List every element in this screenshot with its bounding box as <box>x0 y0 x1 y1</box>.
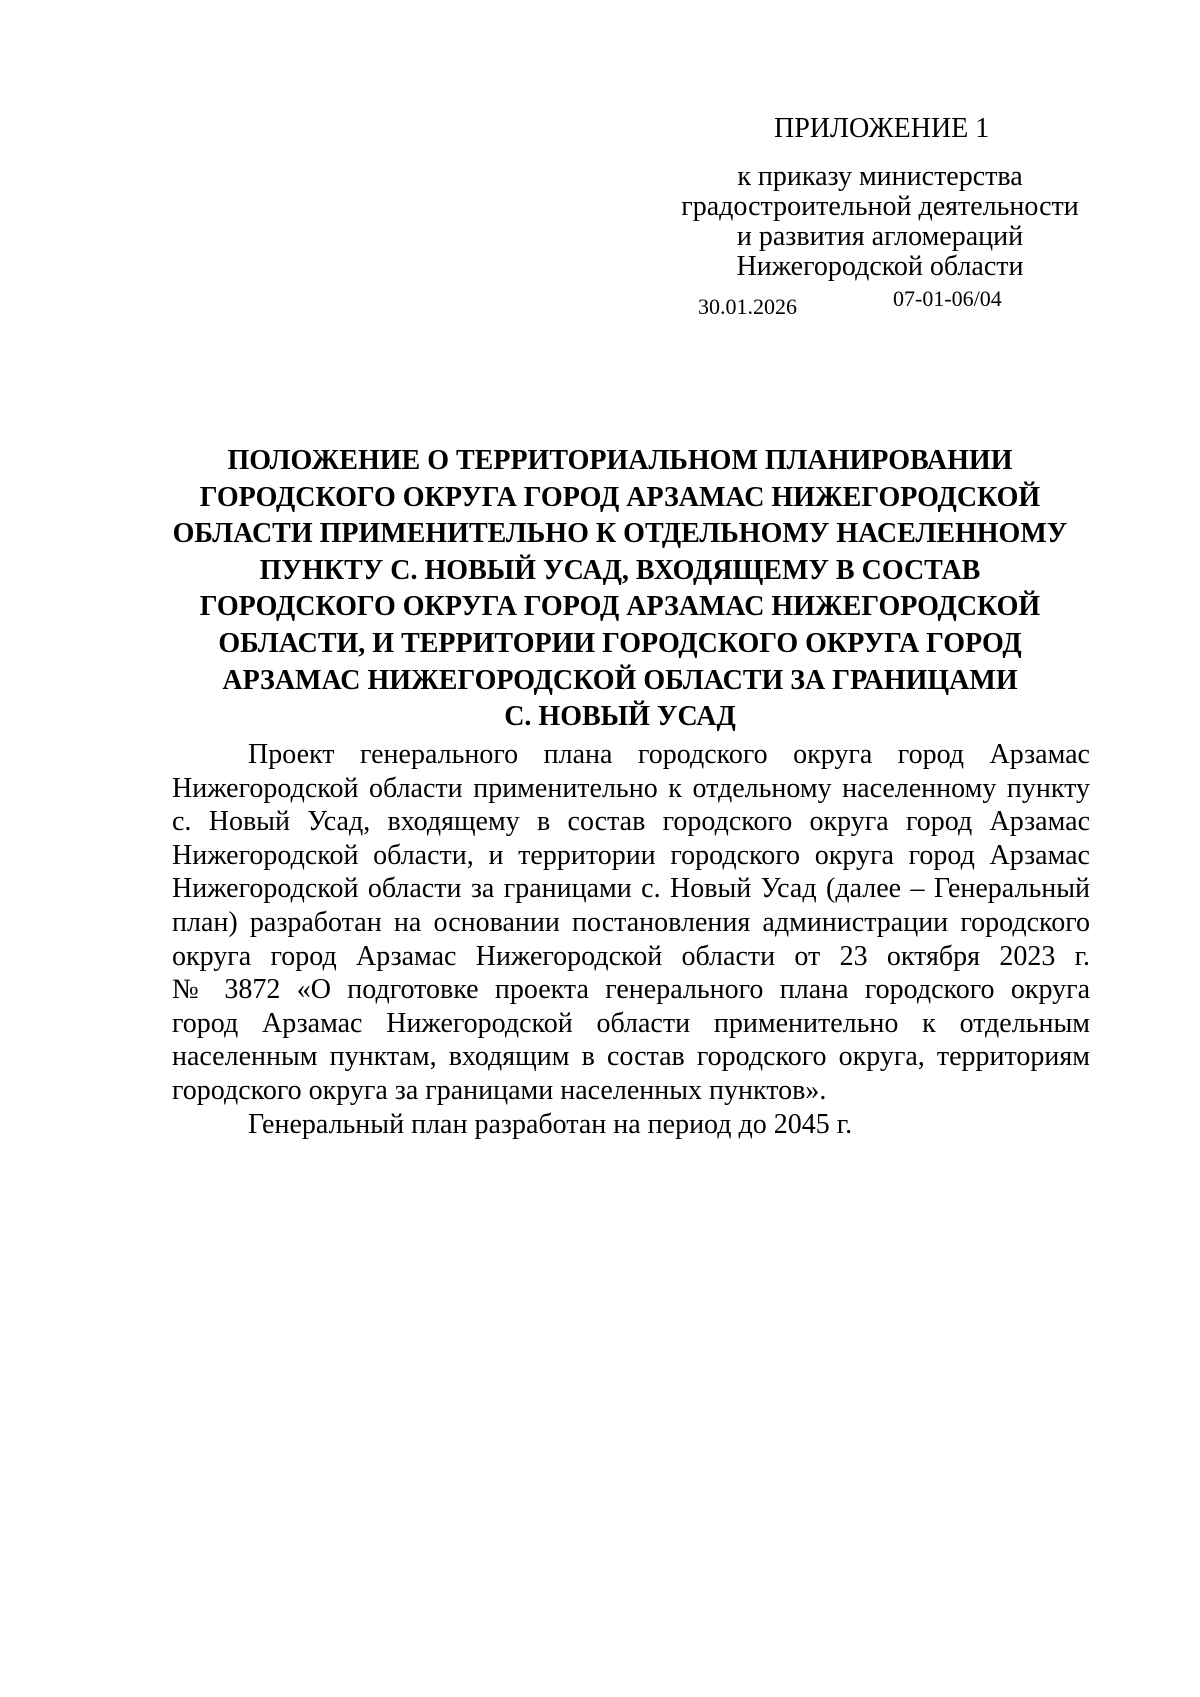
appendix-line: градостроительной деятельности <box>681 191 1079 222</box>
heading-line: ПУНКТУ С. НОВЫЙ УСАД, ВХОДЯЩЕМУ В СОСТАВ <box>259 554 981 586</box>
paragraph-line: с. Новый Усад, входящему в состав городского округа город Арзамас <box>172 806 1090 838</box>
paragraph-line: округа город Арзамас Нижегородской области от 23 октября 2023 г. <box>172 940 1090 972</box>
paragraph-line: № 3872 «О подготовке проекта генерального плана городского округа <box>172 974 1090 1006</box>
heading-line: ГОРОДСКОГО ОКРУГА ГОРОД АРЗАМАС НИЖЕГОРОДСКОЙ <box>199 591 1041 623</box>
appendix-title: ПРИЛОЖЕНИЕ 1 <box>774 113 990 144</box>
appendix-line: и развития агломераций <box>736 221 1024 252</box>
heading-line: ГОРОДСКОГО ОКРУГА ГОРОД АРЗАМАС НИЖЕГОРОДСКОЙ <box>199 481 1041 513</box>
appendix-line: Нижегородской области <box>736 251 1024 282</box>
heading-line: ОБЛАСТИ ПРИМЕНИТЕЛЬНО К ОТДЕЛЬНОМУ НАСЕЛЕННОМУ <box>172 518 1068 550</box>
document-body <box>172 738 1090 1141</box>
order-date: 30.01.2026 <box>698 294 797 319</box>
paragraph-line: план) разработан на основании постановления администрации городского <box>172 906 1090 938</box>
appendix-line: к приказу министерства <box>737 161 1023 192</box>
paragraph-line: город Арзамас Нижегородской области применительно к отдельным <box>172 1007 1090 1039</box>
document-heading <box>160 443 1080 736</box>
paragraph-line: населенным пунктам, входящим в состав городского округа, территориям <box>172 1041 1090 1073</box>
appendix-reference <box>670 162 1090 282</box>
heading-line: АРЗАМАС НИЖЕГОРОДСКОЙ ОБЛАСТИ ЗА ГРАНИЦАМИ <box>222 664 1018 696</box>
heading-line: С. НОВЫЙ УСАД <box>504 701 736 733</box>
heading-line: ОБЛАСТИ, И ТЕРРИТОРИИ ГОРОДСКОГО ОКРУГА ГОРОД <box>218 627 1022 659</box>
paragraph-line: городского округа за границами населенных пунктов». <box>172 1074 827 1106</box>
heading-line: ПОЛОЖЕНИЕ О ТЕРРИТОРИАЛЬНОМ ПЛАНИРОВАНИИ <box>227 445 1013 476</box>
paragraph-line: Проект генерального плана городского округа город Арзамас <box>248 739 1090 770</box>
paragraph-line: Нижегородской области применительно к отдельному населенному пункту <box>172 772 1090 804</box>
order-number: 07-01-06/04 <box>893 286 1002 311</box>
paragraph-line: Нижегородской области за границами с. Новый Усад (далее – Генеральный <box>172 873 1090 905</box>
paragraph-period: Генеральный план разработан на период до 2045 г. <box>248 1108 853 1140</box>
paragraph-line: Нижегородской области, и территории городского округа город Арзамас <box>172 839 1090 871</box>
